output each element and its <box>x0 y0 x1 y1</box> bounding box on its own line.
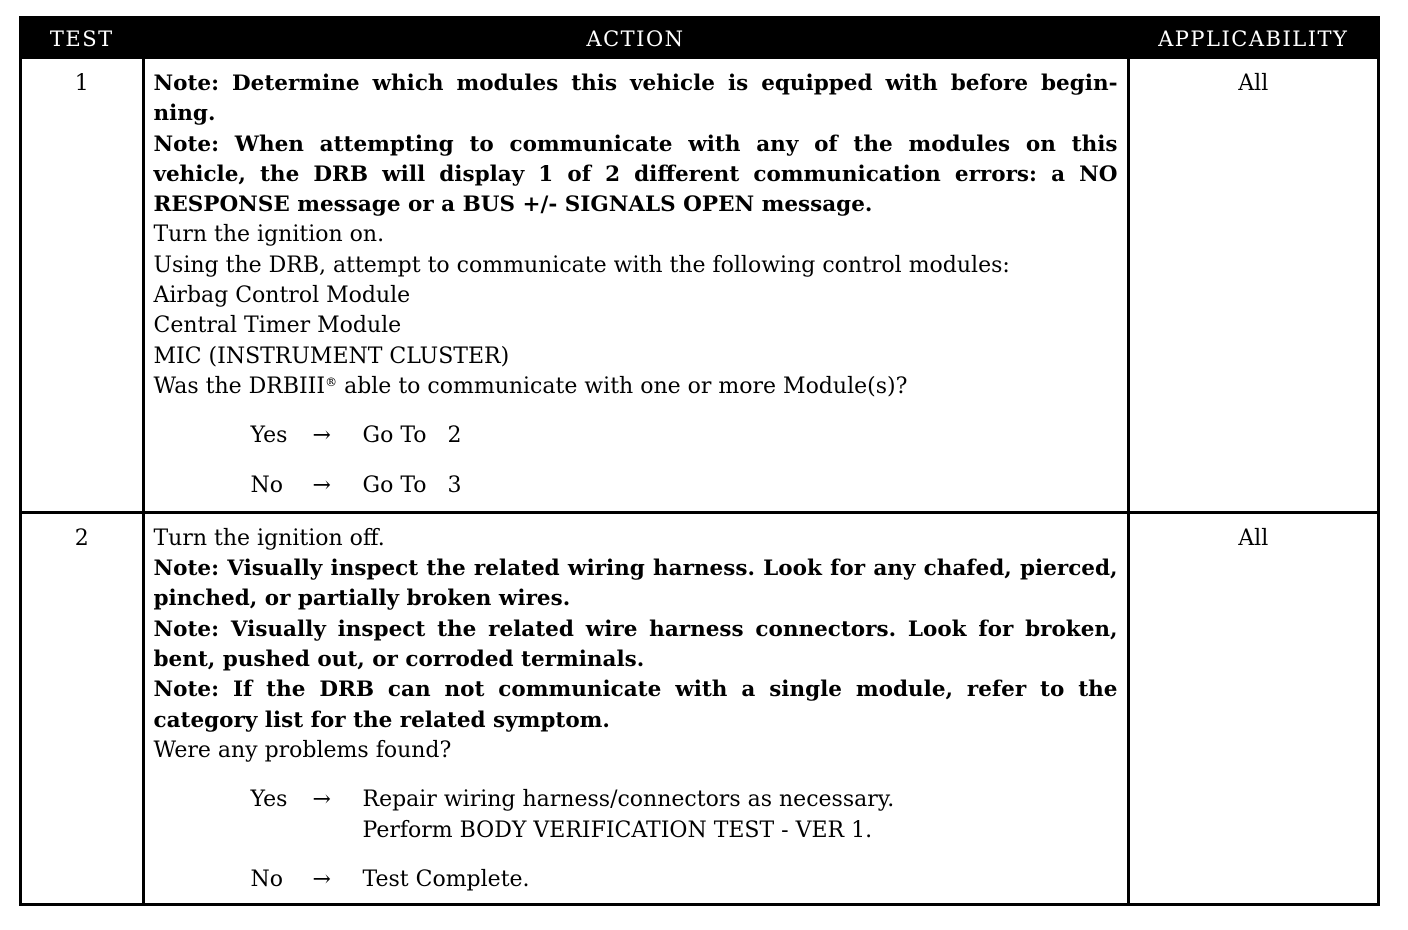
note: Note: Visually inspect the related wiring harness. Look for any chafed, pierced, pinched, or partially broken wires. <box>153 556 1118 612</box>
action-cell <box>143 59 1128 512</box>
question: Were any problems found? <box>153 737 452 763</box>
yes-label: Yes <box>250 423 288 449</box>
question-text: able to communicate with one or more Module(s)? <box>337 373 908 399</box>
module-item: MIC (INSTRUMENT CLUSTER) <box>153 343 510 369</box>
no-label: No <box>250 866 283 892</box>
yes-result <box>363 785 1118 846</box>
action-cell <box>143 512 1128 906</box>
yes-label: Yes <box>250 787 288 813</box>
header-row <box>22 19 1377 59</box>
question <box>154 372 1118 402</box>
step: Turn the ignition on. <box>153 222 385 248</box>
question-text: Was the DRBIII <box>153 373 326 399</box>
yes-branch <box>251 421 1118 451</box>
step: Turn the ignition off. <box>153 525 385 551</box>
table-header <box>22 19 1377 59</box>
no-result: Go To 3 <box>362 472 462 498</box>
test-number: 1 <box>22 59 143 512</box>
no-label: No <box>250 472 283 498</box>
module-item: Central Timer Module <box>153 313 402 339</box>
arrow-right-icon: → <box>312 472 331 498</box>
arrow-right-icon: → <box>312 423 331 449</box>
arrow-right-icon: → <box>312 866 331 892</box>
table-row <box>22 59 1377 512</box>
header-action: ACTION <box>143 19 1128 59</box>
note: Note: If the DRB can not communicate with a single module, refer to the category list for the related symptom. <box>153 677 1118 733</box>
yes-result-line: Repair wiring harness/connectors as necessary. <box>362 787 895 813</box>
note: Note: Determine which modules this vehicle is equipped with before begin-ning. <box>153 71 1118 127</box>
yes-result-line: Perform BODY VERIFICATION TEST - VER 1. <box>362 817 873 843</box>
no-branch <box>251 865 1118 895</box>
test-number: 2 <box>22 512 143 906</box>
table-row <box>22 512 1377 906</box>
step: Using the DRB, attempt to communicate with the following control modules: <box>153 252 1010 278</box>
module-item: Airbag Control Module <box>153 283 411 309</box>
diagnostic-table-frame <box>19 16 1380 906</box>
no-result: Test Complete. <box>362 866 530 892</box>
arrow-right-icon: → <box>312 787 331 813</box>
note: Note: Visually inspect the related wire harness connectors. Look for broken, bent, pushed out, or corroded terminals. <box>153 616 1118 673</box>
registered-mark: ® <box>325 374 338 389</box>
yes-result: Go To 2 <box>362 423 462 449</box>
table-body <box>22 59 1377 906</box>
diagnostic-test-table <box>22 19 1377 906</box>
no-branch <box>251 471 1118 501</box>
header-test: TEST <box>22 19 143 59</box>
yes-branch <box>251 785 1118 846</box>
applicability-value: All <box>1128 59 1377 512</box>
note: Note: When attempting to communicate with any of the modules on this vehicle, the DRB will display 1 of 2 different communication errors: a NO RESPONSE message or a BUS +/- SIGNALS OPEN message. <box>153 131 1118 218</box>
applicability-value: All <box>1238 525 1269 551</box>
header-applicability: APPLICABILITY <box>1128 19 1377 59</box>
